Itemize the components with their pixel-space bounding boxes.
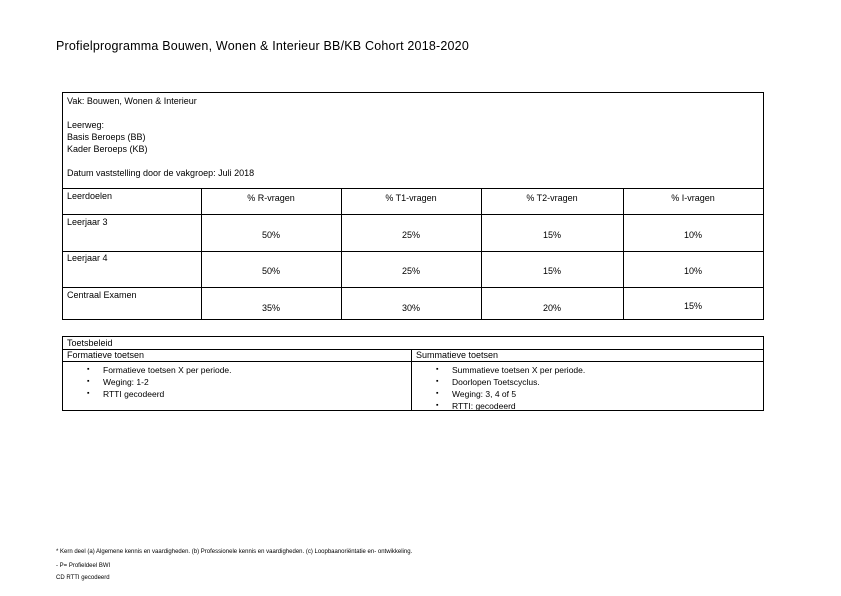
list-item: ▪ Weging: 1-2 <box>87 376 232 388</box>
table-cell: 50% <box>261 230 280 240</box>
divider <box>63 251 763 252</box>
leerweg-kader: Kader Beroeps (KB) <box>67 144 148 154</box>
table-cell: 50% <box>261 266 280 276</box>
summatief-list <box>436 364 585 412</box>
list-item: ▪ Weging: 3, 4 of 5 <box>436 388 585 400</box>
list-item: ▪ Formatieve toetsen X per periode. <box>87 364 232 376</box>
header-r-vragen: % R-vragen <box>247 193 295 203</box>
list-item: ▪ RTTI gecodeerd <box>87 388 232 400</box>
table-cell: 25% <box>401 230 420 240</box>
list-item: ▪ RTTI: gecodeerd <box>436 400 585 412</box>
header-leerdoelen: Leerdoelen <box>67 191 113 201</box>
divider <box>201 188 202 319</box>
list-item: ▪ Summatieve toetsen X per periode. <box>436 364 585 376</box>
summatief-heading: Summatieve toetsen <box>416 350 499 360</box>
leerweg-label: Leerweg: <box>67 120 105 130</box>
header-i-vragen: % I-vragen <box>671 193 715 203</box>
leerweg-basis: Basis Beroeps (BB) <box>67 132 146 142</box>
divider <box>341 188 342 319</box>
header-t1-vragen: % T1-vragen <box>385 193 437 203</box>
row-label-centraal-examen: Centraal Examen <box>67 290 137 300</box>
toetsbeleid-title: Toetsbeleid <box>67 338 113 348</box>
row-label-leerjaar-3: Leerjaar 3 <box>67 217 108 227</box>
row-label-leerjaar-4: Leerjaar 4 <box>67 253 108 263</box>
toetsbeleid-table <box>62 336 764 411</box>
divider <box>63 349 763 350</box>
footnote: CD RTTI gecodeerd <box>56 575 110 581</box>
divider <box>63 188 763 189</box>
table-cell: 20% <box>542 303 561 313</box>
page-title: Profielprogramma Bouwen, Wonen & Interieur BB/KB Cohort 2018-2020 <box>56 39 469 53</box>
divider <box>481 188 482 319</box>
table-cell: 10% <box>683 266 702 276</box>
divider <box>411 349 412 410</box>
table-cell: 15% <box>542 230 561 240</box>
table-cell: 35% <box>261 303 280 313</box>
divider <box>63 287 763 288</box>
table-cell: 25% <box>401 266 420 276</box>
table-cell: 30% <box>401 303 420 313</box>
footnote: * Kern deel (a) Algemene kennis en vaardigheden. (b) Professionele kennis en vaardigheden. (c) Loopbaanoriëntatie en- ontwikkeling. <box>56 549 413 555</box>
divider <box>63 361 763 362</box>
vak-label: Vak: Bouwen, Wonen & Interieur <box>67 96 197 106</box>
divider <box>623 188 624 319</box>
table-cell: 15% <box>683 301 702 311</box>
footnote: - P= Profieldeel BWI <box>56 563 111 569</box>
list-item: ▪ Doorlopen Toetscyclus. <box>436 376 585 388</box>
formatief-heading: Formatieve toetsen <box>67 350 145 360</box>
datum-vaststelling: Datum vaststelling door de vakgroep: Juli 2018 <box>67 168 255 178</box>
table-cell: 15% <box>542 266 561 276</box>
divider <box>63 214 763 215</box>
toetsprogramma-table <box>62 92 764 320</box>
formatief-list <box>87 364 232 400</box>
info-block <box>67 95 254 179</box>
table-cell: 10% <box>683 230 702 240</box>
header-t2-vragen: % T2-vragen <box>526 193 578 203</box>
